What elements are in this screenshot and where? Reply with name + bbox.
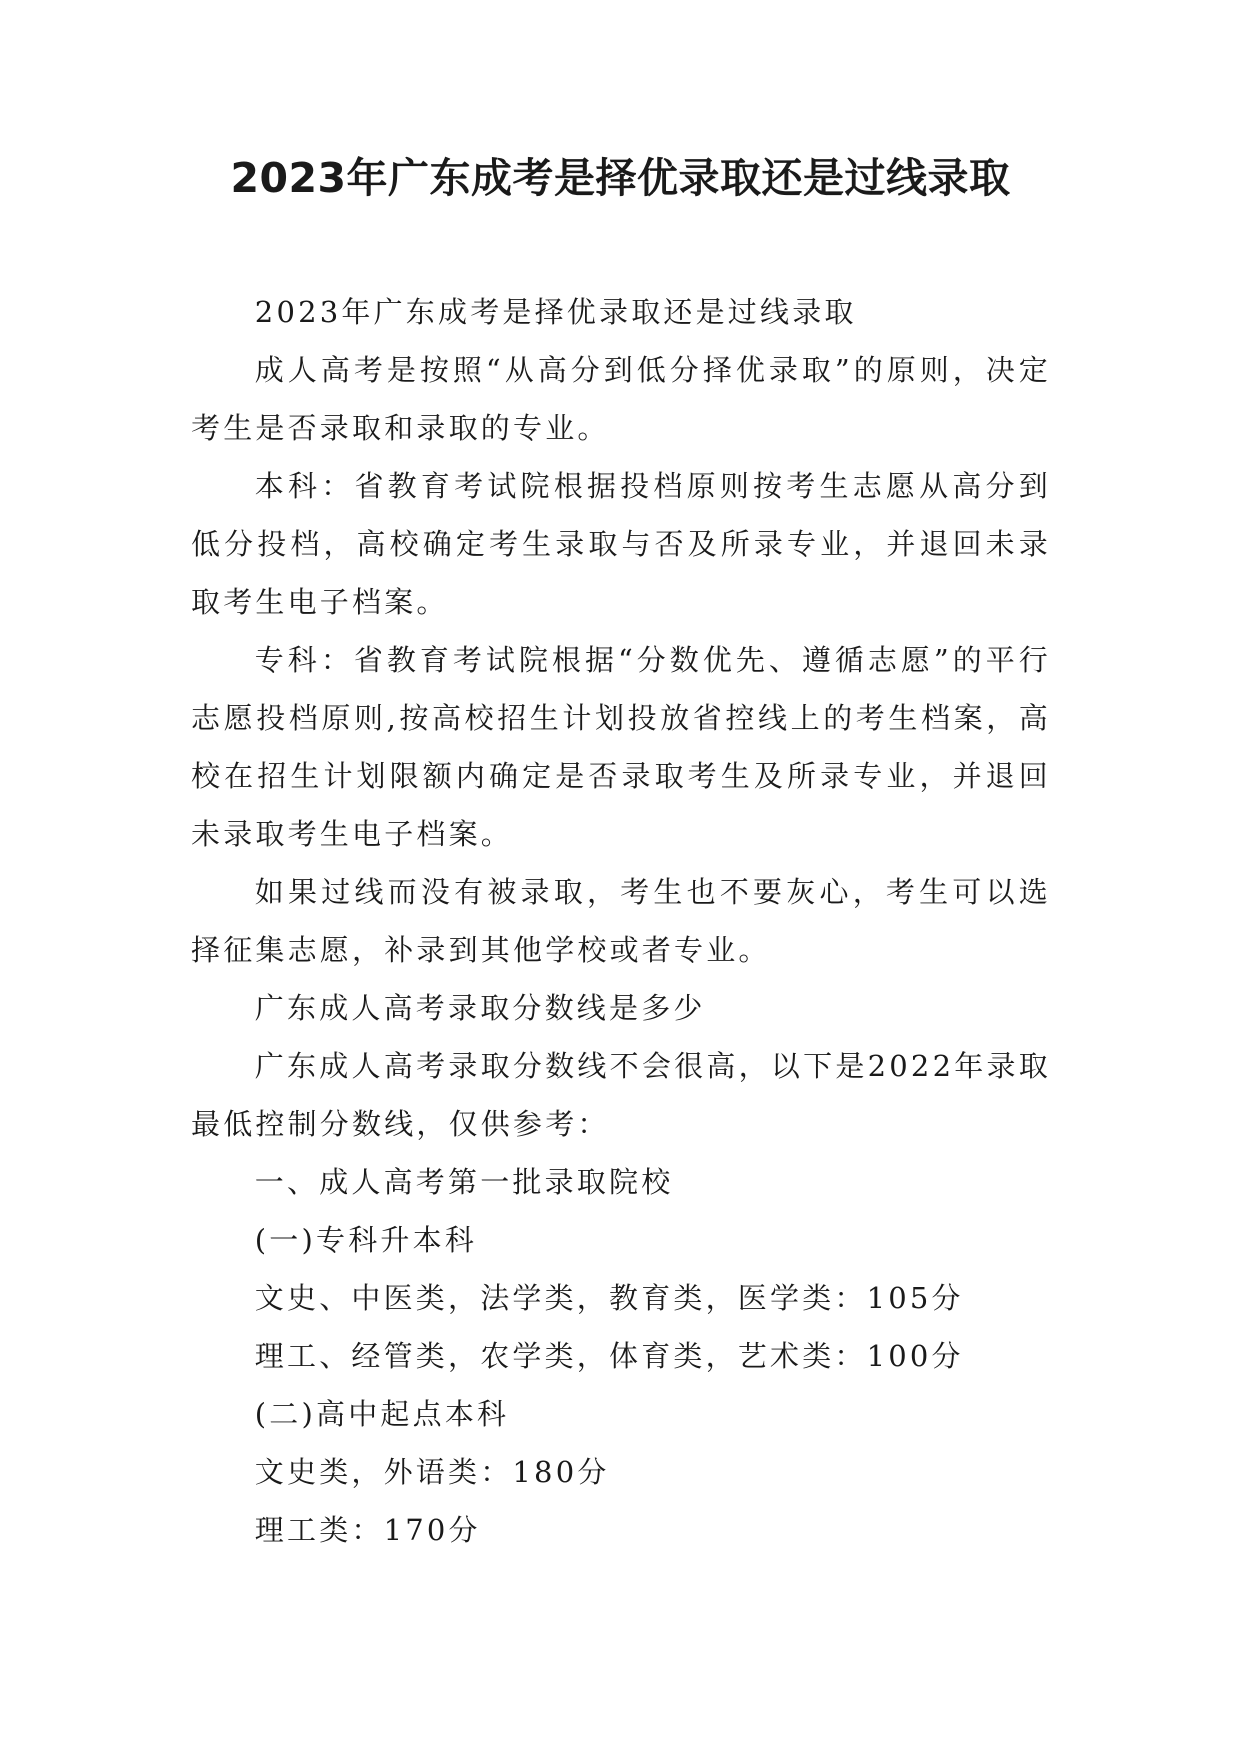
paragraph-score-line-intro: 广东成人高考录取分数线不会很高，以下是2022年录取最低控制分数线，仅供参考： xyxy=(191,1049,1051,1141)
paragraph-undergraduate: 本科：省教育考试院根据投档原则按考生志愿从高分到低分投档，高校确定考生录取与否及所录专业，并退回未录取考生电子档案。 xyxy=(191,469,1051,619)
paragraph-first-batch-heading: 一、成人高考第一批录取院校 xyxy=(254,1165,674,1199)
paragraph-section-zhuan-sheng-ben: (一)专科升本科 xyxy=(254,1223,478,1257)
document-body xyxy=(191,283,1051,1559)
paragraph-score-ligong-170: 理工类：170分 xyxy=(254,1513,481,1547)
paragraph-supplementary-admission: 如果过线而没有被录取，考生也不要灰心，考生可以选择征集志愿，补录到其他学校或者专业。 xyxy=(191,875,1051,967)
paragraph-score-wenshi: 文史、中医类，法学类，教育类，医学类：105分 xyxy=(254,1281,964,1315)
paragraph-score-line-heading: 广东成人高考录取分数线是多少 xyxy=(254,991,706,1025)
paragraph-score-wenshi-waiyu: 文史类，外语类：180分 xyxy=(254,1455,610,1489)
paragraph-principle: 成人高考是按照“从高分到低分择优录取”的原则，决定考生是否录取和录取的专业。 xyxy=(191,353,1051,445)
paragraph-repeat-title: 2023年广东成考是择优录取还是过线录取 xyxy=(254,295,857,329)
paragraph-score-ligong: 理工、经管类，农学类，体育类，艺术类：100分 xyxy=(254,1339,964,1373)
document-title: 2023年广东成考是择优录取还是过线录取 xyxy=(230,154,1011,202)
paragraph-section-gaoqiben: (二)高中起点本科 xyxy=(254,1397,510,1431)
paragraph-junior-college: 专科：省教育考试院根据“分数优先、遵循志愿”的平行志愿投档原则,按高校招生计划投放省控线上的考生档案，高校在招生计划限额内确定是否录取考生及所录专业，并退回未录取考生电子档案。 xyxy=(191,643,1051,851)
